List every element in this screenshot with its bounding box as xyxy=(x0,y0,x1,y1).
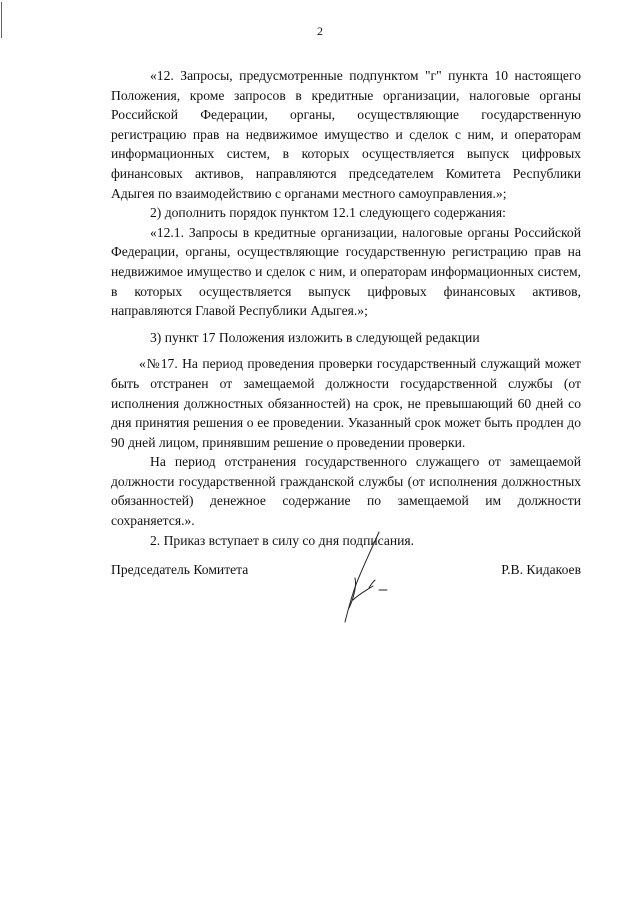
signatory-name: Р.В. Кидакоев xyxy=(501,562,581,577)
handwritten-signature xyxy=(333,528,393,628)
signatory-position: Председатель Комитета xyxy=(111,562,249,577)
paragraph-effective-date: 2. Приказ вступает в силу со дня подписания. xyxy=(150,532,415,548)
paragraph-suspension-salary: На период отстранения государственного служащего от замещаемой должности государственной гражданской службы (от исполнения должностных обязанностей) денежное содержание по замещаемой им должности сохраняется.». xyxy=(111,454,581,529)
paragraph-item-12: «12. Запросы, предусмотренные подпунктом "г" пункта 10 настоящего Положения, кроме запросов в кредитные организации, налоговые органы Российской Федерации, органы, осуществляющие государственную регистрацию прав на недвижимое имущество и сделок с ним, и операторам информационных систем, в которых осуществляется выпуск цифровых финансовых активов, направляются председателем Комитета Республики Адыгея по взаимодействию с органами местного самоуправления.»; xyxy=(111,68,581,201)
paragraph-item-12-1: «12.1. Запросы в кредитные организации, налоговые органы Российской Федерации, органы, осуществляющие государственную регистрацию прав на недвижимое имущество и сделок с ним, и операторам информационных систем, в которых осуществляется выпуск цифровых финансовых активов, направляются Главой Республики Адыгея.»; xyxy=(111,224,581,319)
paragraph-amend-12-1: 2) дополнить порядок пунктом 12.1 следующего содержания: xyxy=(150,205,506,221)
paragraph-item-17: «№17. На период проведения проверки государственный служащий может быть отстранен от замещаемой должности государственной службы (от исполнения должностных обязанностей) на срок, не превышающий 60 дней со дня принятия решения о ее проведении. Указанный срок может быть продлен до 90 дней лицом, принявшим решение о проведении проверки. xyxy=(111,356,581,450)
page-number: 2 xyxy=(317,24,323,38)
body-text xyxy=(111,66,581,550)
paragraph-amend-17: 3) пункт 17 Положения изложить в следующей редакции xyxy=(150,329,480,345)
